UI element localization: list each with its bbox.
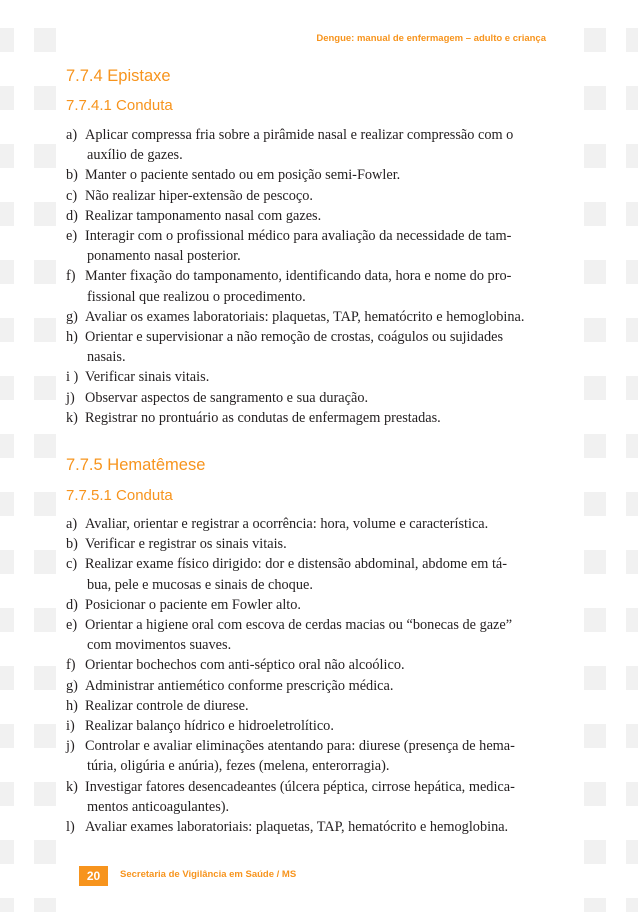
list-item-first-line <box>66 514 572 534</box>
list-item-marker: h) <box>66 329 78 346</box>
list-item-first-line <box>66 307 572 327</box>
list-item-text: ponamento nasal posterior. <box>87 248 241 265</box>
conduta-list-hematemese <box>66 514 572 837</box>
list-item-first-line <box>66 186 572 206</box>
list-item-marker: k) <box>66 778 78 795</box>
list-item-text: Observar aspectos de sangramento e sua duração. <box>85 389 369 406</box>
list-item-marker: c) <box>66 556 78 573</box>
list-item-first-line <box>66 367 572 387</box>
list-item-first-line <box>66 655 572 675</box>
list-item-first-line <box>66 388 572 408</box>
list-item <box>66 408 572 428</box>
list-item-text: Realizar controle de diurese. <box>85 697 249 714</box>
conduta-list-epistaxe <box>66 125 572 428</box>
list-item-text: Verificar e registrar os sinais vitais. <box>85 536 287 553</box>
list-item <box>66 655 572 675</box>
list-item-text: Avaliar, orientar e registrar a ocorrência: hora, volume e característica. <box>85 516 489 532</box>
list-item-marker: b) <box>66 536 78 553</box>
list-item <box>66 595 572 615</box>
list-item-text: auxílio de gazes. <box>87 147 183 164</box>
list-item-text: Orientar a higiene oral com escova de cerdas macias ou “bonecas de gaze” <box>85 617 513 634</box>
list-item-text: Investigar fatores desencadeantes (úlcera péptica, cirrose hepática, medica- <box>85 778 515 795</box>
list-item-marker: f) <box>66 657 76 674</box>
list-item-first-line <box>66 736 572 756</box>
list-item-text: Realizar exame físico dirigido: dor e distensão abdominal, abdome em tá- <box>85 556 508 573</box>
page-number-box: 20 <box>79 866 108 886</box>
list-item-marker: i) <box>66 718 75 735</box>
list-item-first-line <box>66 696 572 716</box>
list-item-text: fissional que realizou o procedimento. <box>87 288 306 305</box>
section-title-epistaxe: 7.7.4 Epistaxe <box>66 67 171 85</box>
list-item-text: Registrar no prontuário as condutas de enfermagem prestadas. <box>85 409 441 426</box>
list-item <box>66 388 572 408</box>
list-item <box>66 534 572 554</box>
list-item-continuation-line <box>66 575 572 595</box>
list-item-continuation-line <box>66 246 572 266</box>
list-item <box>66 817 572 837</box>
list-item <box>66 186 572 206</box>
list-item-first-line <box>66 206 572 226</box>
list-item-continuation-line <box>66 756 572 776</box>
list-item-marker: g) <box>66 308 78 325</box>
list-item-first-line <box>66 716 572 736</box>
list-item-text: nasais. <box>87 349 126 366</box>
list-item-marker: e) <box>66 617 78 634</box>
list-item-continuation-line <box>66 347 572 367</box>
list-item-text: Não realizar hiper-extensão de pescoço. <box>85 187 313 204</box>
list-item-first-line <box>66 125 572 145</box>
list-item <box>66 266 572 306</box>
list-item-first-line <box>66 676 572 696</box>
list-item-text: Orientar bochechos com anti-séptico oral não alcoólico. <box>85 657 405 674</box>
list-item-first-line <box>66 777 572 797</box>
list-item-marker: a) <box>66 127 78 143</box>
list-item <box>66 125 572 165</box>
list-item-marker: d) <box>66 596 78 613</box>
list-item-first-line <box>66 266 572 286</box>
list-item <box>66 367 572 387</box>
list-item-text: Controlar e avaliar eliminações atentando para: diurese (presença de hema- <box>85 738 515 755</box>
list-item-text: Realizar balanço hídrico e hidroeletrolítico. <box>85 718 334 735</box>
list-item-text: túria, oligúria e anúria), fezes (melena, enterorragia). <box>87 758 390 775</box>
list-item-text: bua, pele e mucosas e sinais de choque. <box>87 576 313 593</box>
section-title-hematemese: 7.7.5 Hematêmese <box>66 456 206 474</box>
list-item-marker: c) <box>66 187 78 204</box>
list-item-first-line <box>66 165 572 185</box>
footer-publisher: Secretaria de Vigilância em Saúde / MS <box>120 869 297 880</box>
list-item-text: Posicionar o paciente em Fowler alto. <box>85 596 301 613</box>
list-item-text: Verificar sinais vitais. <box>85 369 210 386</box>
list-item <box>66 777 572 817</box>
list-item <box>66 327 572 367</box>
list-item-continuation-line <box>66 287 572 307</box>
list-item <box>66 307 572 327</box>
list-item-marker: k) <box>66 409 78 426</box>
list-item <box>66 696 572 716</box>
list-item-marker: e) <box>66 228 78 245</box>
list-item-text: Avaliar exames laboratoriais: plaquetas, TAP, hematócrito e hemoglobina. <box>85 819 509 836</box>
list-item-marker: d) <box>66 207 78 224</box>
list-item <box>66 615 572 655</box>
list-item-marker: j) <box>66 738 75 755</box>
list-item <box>66 676 572 696</box>
list-item <box>66 226 572 266</box>
list-item-continuation-line <box>66 635 572 655</box>
list-item-text: Aplicar compressa fria sobre a pirâmide nasal e realizar compressão com o <box>85 127 514 143</box>
list-item-first-line <box>66 534 572 554</box>
subsection-title-conduta-hematemese: 7.7.5.1 Conduta <box>66 487 173 504</box>
list-item-first-line <box>66 595 572 615</box>
list-item-text: Realizar tamponamento nasal com gazes. <box>85 207 322 224</box>
list-item-marker: g) <box>66 677 78 694</box>
list-item <box>66 736 572 776</box>
list-item-first-line <box>66 327 572 347</box>
list-item-text: com movimentos suaves. <box>87 637 232 654</box>
list-item-continuation-line <box>66 145 572 165</box>
subsection-title-conduta-epistaxe: 7.7.4.1 Conduta <box>66 97 173 114</box>
list-item-marker: j) <box>66 389 75 406</box>
list-item <box>66 716 572 736</box>
list-item-text: Manter fixação do tamponamento, identificando data, hora e nome do pro- <box>85 268 512 285</box>
list-item-first-line <box>66 615 572 635</box>
list-item <box>66 554 572 594</box>
list-item-text: Manter o paciente sentado ou em posição semi-Fowler. <box>85 167 401 184</box>
list-item-first-line <box>66 226 572 246</box>
list-item-text: Administrar antiemético conforme prescrição médica. <box>85 677 394 694</box>
list-item-marker: f) <box>66 268 76 285</box>
list-item-marker: b) <box>66 167 78 184</box>
list-item-marker: i ) <box>66 369 79 386</box>
list-item-marker: l) <box>66 819 75 836</box>
list-item <box>66 514 572 534</box>
list-item-text: Avaliar os exames laboratoriais: plaquetas, TAP, hematócrito e hemoglobina. <box>85 308 525 325</box>
list-item-first-line <box>66 408 572 428</box>
running-head: Dengue: manual de enfermagem – adulto e criança <box>316 33 546 44</box>
list-item-marker: h) <box>66 697 78 714</box>
list-item-continuation-line <box>66 797 572 817</box>
list-item-marker: a) <box>66 516 78 532</box>
list-item <box>66 165 572 185</box>
list-item-first-line <box>66 554 572 574</box>
list-item-text: Interagir com o profissional médico para avaliação da necessidade de tam- <box>85 228 512 245</box>
list-item-text: Orientar e supervisionar a não remoção de crostas, coágulos ou sujidades <box>85 329 504 346</box>
list-item <box>66 206 572 226</box>
list-item-first-line <box>66 817 572 837</box>
list-item-text: mentos anticoagulantes). <box>87 798 230 815</box>
